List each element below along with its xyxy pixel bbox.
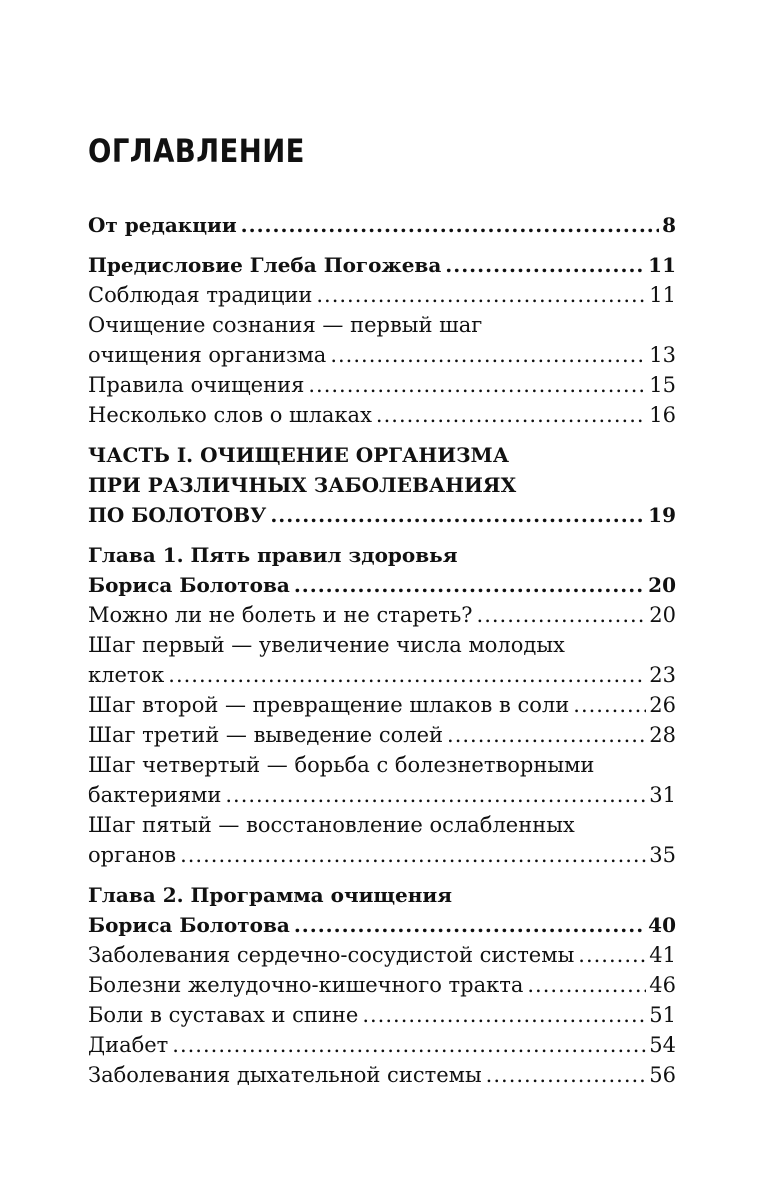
toc-entry-text: Диабет: [88, 1033, 169, 1057]
toc-entry: [88, 540, 676, 600]
toc-page-number: 28: [649, 723, 676, 747]
toc-entry-line: [88, 500, 676, 530]
toc-page-number: 11: [648, 253, 676, 277]
dot-leader: [477, 600, 647, 630]
toc-entry-text: клеток: [88, 663, 165, 687]
toc-entry-text: Бориса Болотова: [88, 573, 290, 597]
toc-entry-text: Очищение сознания — первый шаг: [88, 313, 483, 337]
dot-leader: [362, 1000, 646, 1030]
toc-entry-line: [88, 1000, 676, 1030]
toc-entry-line: [88, 280, 676, 310]
toc-entry: [88, 940, 676, 970]
toc-entry-text: Шаг четвертый — борьба с болезнетворными: [88, 753, 595, 777]
toc-page-number: 8: [662, 213, 676, 237]
toc-entry-text: Несколько слов о шлаках: [88, 403, 372, 427]
dot-leader: [241, 210, 659, 240]
toc-entry-line: [88, 660, 676, 690]
toc-entry-text: Правила очищения: [88, 373, 305, 397]
toc-entry-text: ПО БОЛОТОВУ: [88, 503, 267, 527]
toc-entry-line: [88, 970, 676, 1000]
toc-entry: [88, 370, 676, 400]
dot-leader: [573, 690, 646, 720]
toc-entry-line: [88, 690, 676, 720]
toc-entry: [88, 1060, 676, 1090]
dot-leader: [225, 780, 646, 810]
toc-title: ОГЛАВЛЕНИЕ: [88, 132, 305, 170]
toc-page-number: 23: [649, 663, 676, 687]
toc-entry-text: Боли в суставах и спине: [88, 1003, 359, 1027]
toc-entry: [88, 630, 676, 690]
toc-entry-line: [88, 780, 676, 810]
toc-entry-line: [88, 840, 676, 870]
toc-entry-line: [88, 470, 676, 500]
toc-entry-text: Соблюдая традиции: [88, 283, 313, 307]
toc-entry-text: очищения организма: [88, 343, 327, 367]
toc-entry-text: ЧАСТЬ I. ОЧИЩЕНИЕ ОРГАНИЗМА: [88, 443, 509, 467]
toc-page-number: 11: [649, 283, 676, 307]
toc-entry-text: Можно ли не болеть и не стареть?: [88, 603, 473, 627]
toc-page-number: 40: [648, 913, 676, 937]
toc-entry: [88, 970, 676, 1000]
table-of-contents: [88, 210, 676, 1090]
toc-entry-text: ПРИ РАЗЛИЧНЫХ ЗАБОЛЕВАНИЯХ: [88, 473, 517, 497]
toc-page-number: 35: [649, 843, 676, 867]
toc-page-number: 19: [648, 503, 676, 527]
toc-page-number: 54: [649, 1033, 676, 1057]
toc-entry: [88, 600, 676, 630]
dot-leader: [445, 250, 645, 280]
toc-page-number: 31: [649, 783, 676, 807]
toc-entry-text: Предисловие Глеба Погожева: [88, 253, 442, 277]
dot-leader: [308, 370, 646, 400]
toc-page-number: 51: [649, 1003, 676, 1027]
toc-entry-text: Бориса Болотова: [88, 913, 290, 937]
toc-entry: [88, 210, 676, 240]
toc-entry-line: [88, 910, 676, 940]
toc-entry: [88, 720, 676, 750]
toc-entry-line: [88, 940, 676, 970]
toc-entry: [88, 280, 676, 310]
dot-leader: [376, 400, 646, 430]
toc-entry-text: бактериями: [88, 783, 222, 807]
dot-leader: [294, 910, 645, 940]
toc-entry: [88, 1030, 676, 1060]
toc-entry-line: [88, 570, 676, 600]
toc-entry-line: [88, 1060, 676, 1090]
toc-entry-line: [88, 810, 676, 840]
toc-entry-line: [88, 630, 676, 660]
toc-entry-line: [88, 880, 676, 910]
dot-leader: [578, 940, 646, 970]
toc-entry-text: Глава 1. Пять правил здоровья: [88, 543, 458, 567]
toc-entry-text: органов: [88, 843, 177, 867]
toc-entry-line: [88, 400, 676, 430]
toc-entry-text: Шаг пятый — восстановление ослабленных: [88, 813, 575, 837]
toc-page-number: 15: [649, 373, 676, 397]
dot-leader: [447, 720, 646, 750]
toc-entry-line: [88, 600, 676, 630]
toc-entry-text: Заболевания дыхательной системы: [88, 1063, 482, 1087]
toc-entry-line: [88, 750, 676, 780]
toc-entry-line: [88, 1030, 676, 1060]
toc-entry-line: [88, 310, 676, 340]
toc-page-number: 13: [649, 343, 676, 367]
toc-entry-text: Шаг второй — превращение шлаков в соли: [88, 693, 570, 717]
dot-leader: [486, 1060, 647, 1090]
toc-entry: [88, 1000, 676, 1030]
toc-entry: [88, 810, 676, 870]
toc-entry-line: [88, 250, 676, 280]
toc-page-number: 26: [649, 693, 676, 717]
dot-leader: [172, 1030, 646, 1060]
dot-leader: [527, 970, 646, 1000]
toc-entry-line: [88, 540, 676, 570]
toc-entry: [88, 400, 676, 430]
toc-entry-line: [88, 440, 676, 470]
dot-leader: [330, 340, 646, 370]
toc-entry-text: Болезни желудочно-кишечного тракта: [88, 973, 524, 997]
dot-leader: [168, 660, 646, 690]
toc-entry: [88, 750, 676, 810]
dot-leader: [294, 570, 645, 600]
toc-page-number: 16: [649, 403, 676, 427]
toc-entry-text: Шаг третий — выведение солей: [88, 723, 444, 747]
toc-entry: [88, 880, 676, 940]
toc-page-number: 20: [648, 573, 676, 597]
toc-page-number: 20: [649, 603, 676, 627]
toc-entry-line: [88, 340, 676, 370]
toc-entry: [88, 310, 676, 370]
toc-entry-line: [88, 370, 676, 400]
toc-entry-line: [88, 720, 676, 750]
toc-entry-text: Шаг первый — увеличение числа молодых: [88, 633, 565, 657]
toc-entry-text: Глава 2. Программа очищения: [88, 883, 453, 907]
toc-page-number: 56: [649, 1063, 676, 1087]
toc-entry-text: От редакции: [88, 213, 237, 237]
toc-entry: [88, 250, 676, 280]
dot-leader: [180, 840, 646, 870]
dot-leader: [270, 500, 645, 530]
toc-page-number: 41: [649, 943, 676, 967]
toc-entry-line: [88, 210, 676, 240]
toc-entry: [88, 690, 676, 720]
toc-entry-text: Заболевания сердечно-сосудистой системы: [88, 943, 575, 967]
dot-leader: [316, 280, 646, 310]
toc-entry: [88, 440, 676, 530]
toc-page-number: 46: [649, 973, 676, 997]
